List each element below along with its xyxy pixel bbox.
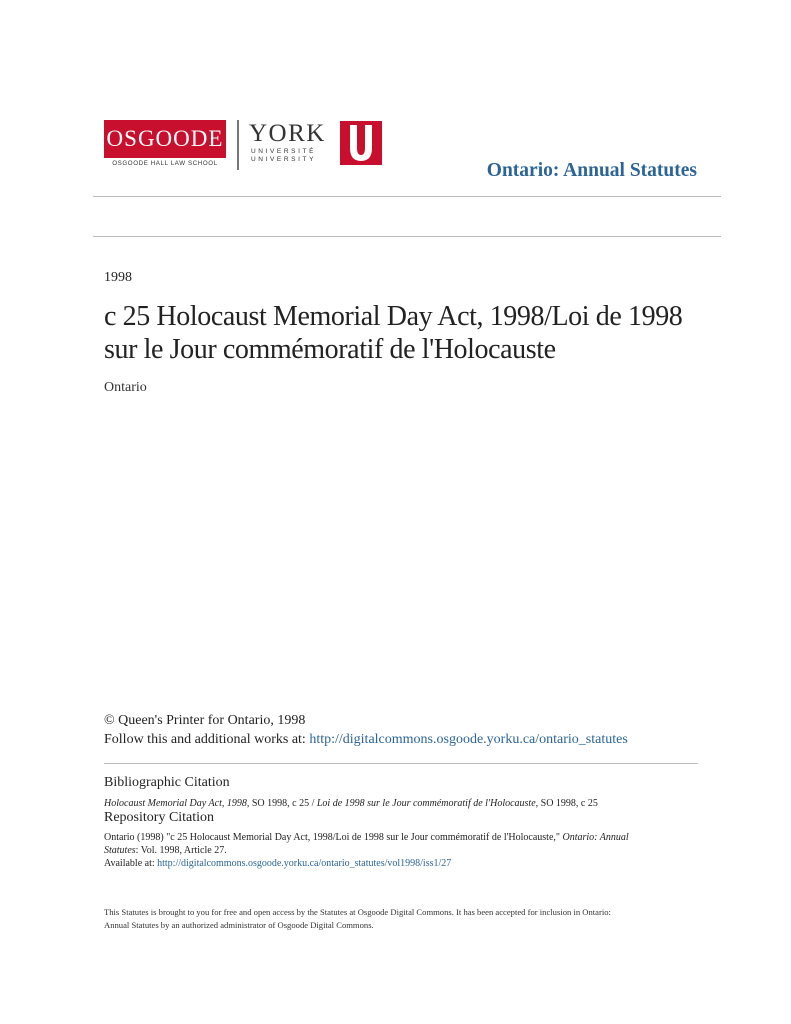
bibliographic-french-title: Loi de 1998 sur le Jour commémoratif de l'Holocauste, — [316, 798, 539, 809]
repository-citation — [104, 831, 704, 870]
repository-heading: Repository Citation — [104, 810, 215, 825]
bibliographic-ref-2: SO 1998, c 25 — [538, 798, 598, 809]
document-title: c 25 Holocaust Memorial Day Act, 1998/Loi de 1998 sur le Jour commémoratif de l'Holocauste — [104, 301, 683, 365]
bibliographic-heading: Bibliographic Citation — [104, 775, 230, 790]
repository-citation-line-1 — [104, 831, 704, 844]
collection-url-link[interactable]: http://digitalcommons.osgoode.yorku.ca/ontario_statutes — [309, 732, 628, 747]
york-logo-subtitle-fr: UNIVERSITÉ — [251, 148, 317, 155]
access-note-line-1: This Statutes is brought to you for free and open access by the Statutes at Osgoode Digital Commons. It has been accepted for inclusion in Ontario: — [104, 907, 611, 917]
collection-link[interactable]: Ontario: Annual Statutes — [486, 160, 697, 181]
document-author: Ontario — [104, 380, 147, 395]
logo-divider — [237, 120, 239, 170]
repository-citation-line-2 — [104, 844, 704, 857]
repository-collection-name: Ontario: Annual — [562, 832, 629, 843]
bibliographic-ref-1: SO 1998, c 25 / — [249, 798, 317, 809]
access-note — [104, 906, 684, 932]
follow-prefix: Follow this and additional works at: — [104, 732, 310, 747]
york-logo-wordmark: YORK — [249, 120, 326, 147]
bibliographic-english-title: Holocaust Memorial Day Act, 1998, — [104, 798, 250, 809]
copyright-notice: © Queen's Printer for Ontario, 1998 — [104, 713, 306, 728]
repository-collection-name-cont: Statutes — [104, 845, 136, 856]
york-logo-subtitle-en: UNIVERSITY — [251, 156, 317, 163]
follow-line — [104, 731, 628, 749]
available-prefix: Available at: — [104, 858, 158, 869]
article-url-link[interactable]: http://digitalcommons.osgoode.yorku.ca/ontario_statutes/vol1998/iss1/27 — [157, 858, 452, 869]
header-rule — [93, 196, 721, 197]
york-u-logo-icon — [340, 121, 382, 165]
osgoode-logo — [104, 120, 226, 170]
repository-volume: : Vol. 1998, Article 27. — [135, 845, 227, 856]
osgoode-logo-wordmark: OSGOODE — [104, 120, 226, 158]
repository-citation-text: Ontario (1998) "c 25 Holocaust Memorial Day Act, 1998/Loi de 1998 sur le Jour commémoratif de l'Holocauste," — [104, 832, 563, 843]
publication-year: 1998 — [104, 270, 132, 285]
citation-rule — [104, 763, 698, 764]
available-at-line — [104, 857, 704, 870]
title-rule — [93, 236, 721, 237]
access-note-line-2: Annual Statutes by an authorized administrator of Osgoode Digital Commons. — [104, 920, 374, 930]
york-logo-subtitle — [251, 148, 316, 164]
bibliographic-citation — [104, 797, 598, 810]
osgoode-logo-subtitle: OSGOODE HALL LAW SCHOOL — [112, 160, 218, 167]
